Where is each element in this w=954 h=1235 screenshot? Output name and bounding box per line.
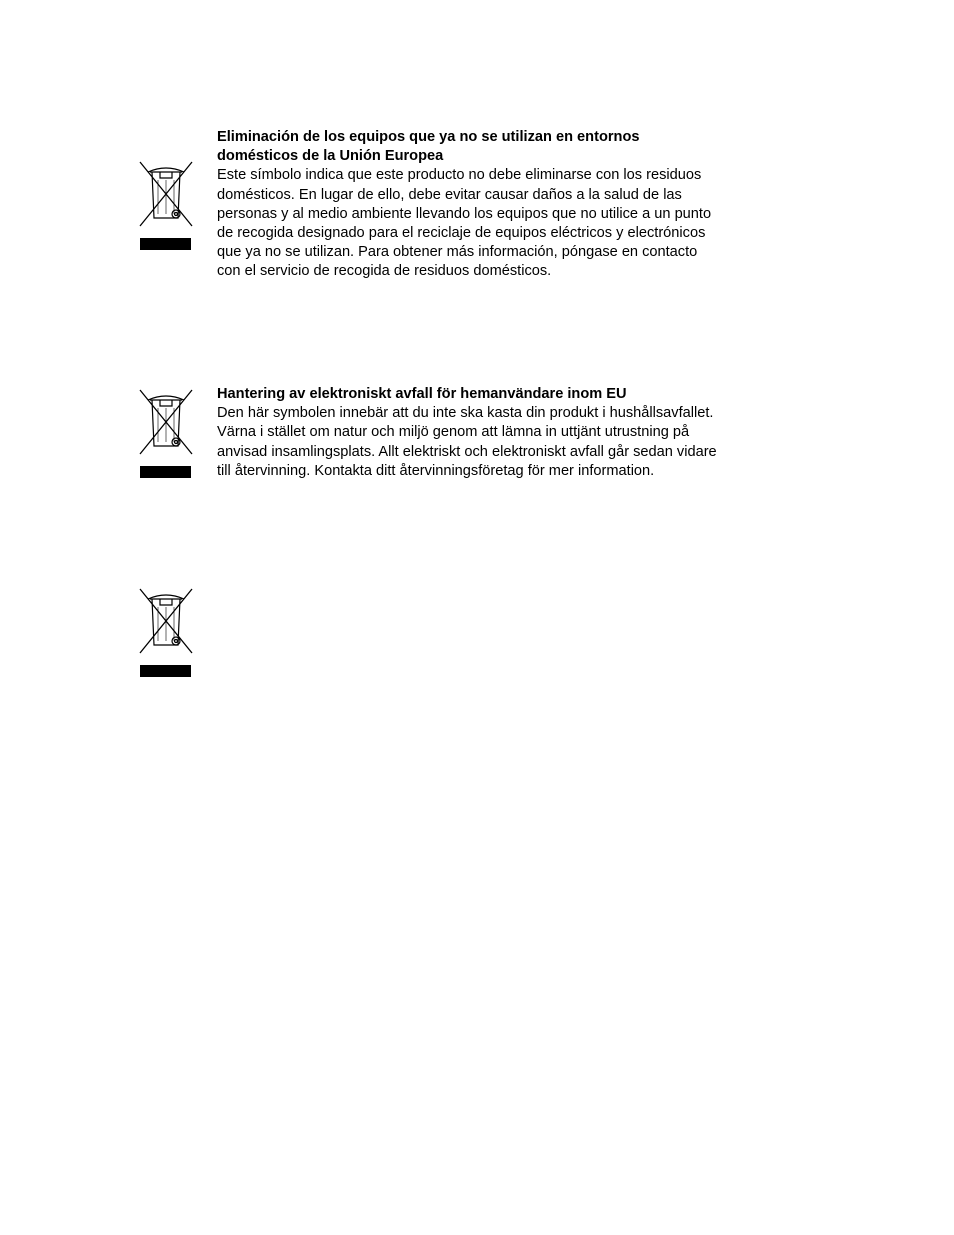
body-line: Este símbolo indica que este producto no debe eliminarse con los residuos <box>217 167 702 184</box>
notice-spanish <box>217 128 757 282</box>
heading-line: domésticos de la Unión Europea <box>217 148 444 165</box>
body-line: Den här symbolen innebär att du inte ska kasta din produkt i hushållsavfallet. <box>217 405 714 422</box>
body-line: Värna i stället om natur och miljö genom att lämna in uttjänt utrustning på <box>217 424 690 441</box>
heading-line: Eliminación de los equipos que ya no se utilizan en entornos <box>217 129 640 145</box>
body-line: domésticos. En lugar de ello, debe evitar causar daños a la salud de las <box>217 186 682 203</box>
notice-heading <box>217 128 757 166</box>
body-line: personas y al medio ambiente llevando los equipos que no utilice a un punto <box>217 205 712 222</box>
heading-line: Hantering av elektroniskt avfall för hemanvändare inom EU <box>217 386 627 402</box>
body-line: anvisad insamlingsplats. Allt elektriskt och elektroniskt avfall går sedan vidare <box>217 443 717 460</box>
crossed-out-wheelie-bin-icon <box>136 386 196 481</box>
crossed-out-wheelie-bin-icon <box>136 158 196 253</box>
notice-heading <box>217 385 757 404</box>
notice-body <box>217 166 757 281</box>
body-line: que ya no se utilizan. Para obtener más información, póngase en contacto <box>217 244 698 261</box>
weee-symbol-swedish <box>136 386 196 481</box>
weee-symbol-third <box>136 585 196 680</box>
notice-swedish <box>217 385 757 481</box>
body-line: con el servicio de recogida de residuos domésticos. <box>217 263 552 280</box>
notice-body <box>217 404 757 481</box>
crossed-out-wheelie-bin-icon <box>136 585 196 680</box>
weee-symbol-spanish <box>136 158 196 253</box>
body-line: till återvinning. Kontakta ditt återvinningsföretag för mer information. <box>217 462 655 479</box>
body-line: de recogida designado para el reciclaje de equipos eléctricos y electrónicos <box>217 225 706 242</box>
